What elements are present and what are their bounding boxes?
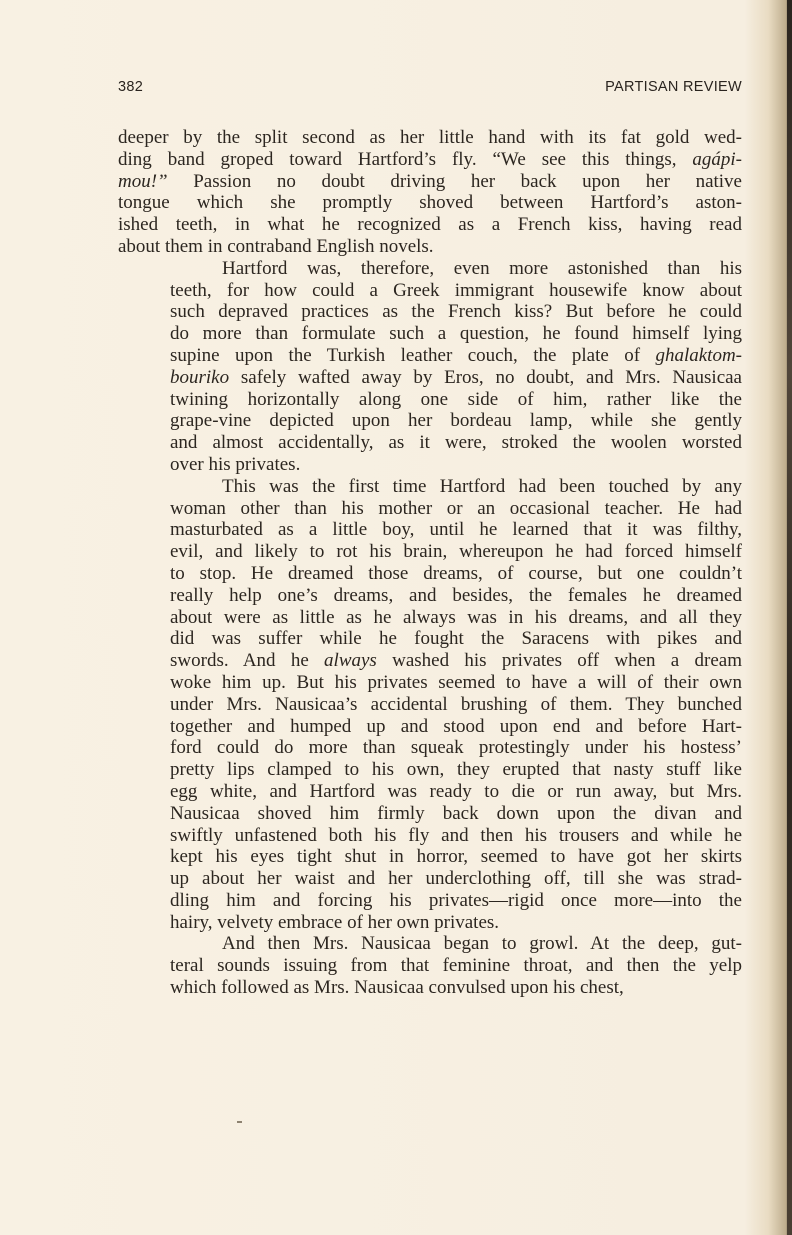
text-line [118,519,742,541]
italic-word: agápi- [692,148,742,170]
text-line [118,258,742,280]
text-line [118,541,742,563]
text-run: did was suffer while he fought the Saracens with pikes and [170,628,742,650]
text-run: safely wafted away by Eros, no doubt, and Mrs. Nausicaa [229,366,742,388]
text-line [118,672,742,694]
body-text [118,127,742,999]
text-run: And then Mrs. Nausicaa began to growl. At the deep, gut- [222,933,742,955]
text-line [118,868,742,890]
text-line [118,628,742,650]
text-run: swords. And he [170,650,325,672]
text-line [118,192,742,214]
paragraph [118,476,742,934]
text-line [118,955,742,977]
text-line [118,607,742,629]
text-line [118,781,742,803]
text-line [118,454,742,476]
text-line [118,803,742,825]
text-run: evil, and likely to rot his brain, whereupon he had forced himself [170,541,742,563]
text-line [118,280,742,302]
text-run: masturbated as a little boy, until he learned that it was filthy, [170,519,742,541]
page-number: 382 [118,79,144,95]
text-run: do more than formulate such a question, he found himself lying [170,323,742,345]
text-line [118,410,742,432]
text-run: woke him up. But his privates seemed to have a will of their own [170,671,742,693]
paragraph [118,933,742,998]
text-run: Nausicaa shoved him firmly back down upon the divan and [170,802,742,824]
text-run: about were as little as he always was in his dreams, and all they [170,606,742,628]
text-line [118,127,742,149]
text-line [118,214,742,236]
text-line [118,737,742,759]
text-run: ding band groped toward Hartford’s fly. “We see this things, [118,148,693,170]
text-line [118,367,742,389]
text-run: about them in contraband English novels. [118,235,434,257]
text-run: over his privates. [170,453,301,475]
text-run: kept his eyes tight shut in horror, seemed to have got her skirts [170,846,742,868]
paragraph [118,258,742,476]
text-run: to stop. He dreamed those dreams, of course, but one couldn’t [170,562,742,584]
text-run: which followed as Mrs. Nausicaa convulsed upon his chest, [170,977,624,999]
text-line [118,585,742,607]
text-line [118,912,742,934]
text-line [118,933,742,955]
text-run: teeth, for how could a Greek immigrant housewife know about [170,279,742,301]
text-run: supine upon the Turkish leather couch, the plate of [170,344,656,366]
text-run: deeper by the split second as her little hand with its fat gold wed- [118,127,742,148]
text-line [118,563,742,585]
running-header [118,79,742,99]
text-run: egg white, and Hartford was ready to die or run away, but Mrs. [170,780,742,802]
print-mark [237,1121,242,1123]
text-run: really help one’s dreams, and besides, the females he dreamed [170,584,742,606]
text-line [118,650,742,672]
text-run: washed his privates off when a dream [376,650,742,672]
italic-word: bouriko [170,366,230,388]
text-line [118,345,742,367]
text-line [118,236,742,258]
text-run: pretty lips clamped to his own, they erupted that nasty stuff like [170,759,742,781]
text-run: ished teeth, in what he recognized as a French kiss, having read [118,214,742,236]
text-run: hairy, velvety embrace of her own privates. [170,911,500,933]
text-line [118,476,742,498]
text-run: and almost accidentally, as it were, stroked the woolen worsted [170,432,742,454]
text-line [118,498,742,520]
text-run: This was the first time Hartford had been touched by any [222,475,742,497]
text-line [118,171,742,193]
text-run: such depraved practices as the French kiss? But before he could [170,301,742,323]
text-run: twining horizontally along one side of him, rather like the [170,388,742,410]
text-line [118,432,742,454]
text-run: together and humped up and stood upon end and before Hart- [170,715,742,737]
italic-word: ghalaktom- [655,344,742,366]
text-run: teral sounds issuing from that feminine throat, and then the yelp [170,955,742,977]
text-run: tongue which she promptly shoved between Hartford’s aston- [118,192,742,214]
text-line [118,149,742,171]
text-line [118,977,742,999]
text-run: dling him and forcing his privates—rigid once more—into the [170,889,742,911]
text-run: ford could do more than squeak protestingly under his hostess’ [170,737,742,759]
text-line [118,759,742,781]
text-run: Hartford was, therefore, even more astonished than his [222,257,742,279]
text-run: swiftly unfastened both his fly and then his trousers and while he [170,824,742,846]
text-run: grape-vine depicted upon her bordeau lamp, while she gently [170,410,742,432]
italic-word: mou!” [118,170,168,192]
text-run: under Mrs. Nausicaa’s accidental brushing of them. They bunched [170,693,742,715]
text-line [118,389,742,411]
text-run: woman other than his mother or an occasional teacher. He had [170,497,742,519]
journal-title: PARTISAN REVIEW [605,79,742,95]
text-line [118,846,742,868]
text-line [118,323,742,345]
text-line [118,716,742,738]
text-run: Passion no doubt driving her back upon her native [167,170,742,192]
paragraph [118,127,742,258]
text-line [118,301,742,323]
book-gutter-shadow [787,0,792,1235]
italic-word: always [324,650,377,672]
text-line [118,825,742,847]
text-line [118,890,742,912]
text-line [118,694,742,716]
text-run: up about her waist and her underclothing off, till she was strad- [170,868,742,890]
